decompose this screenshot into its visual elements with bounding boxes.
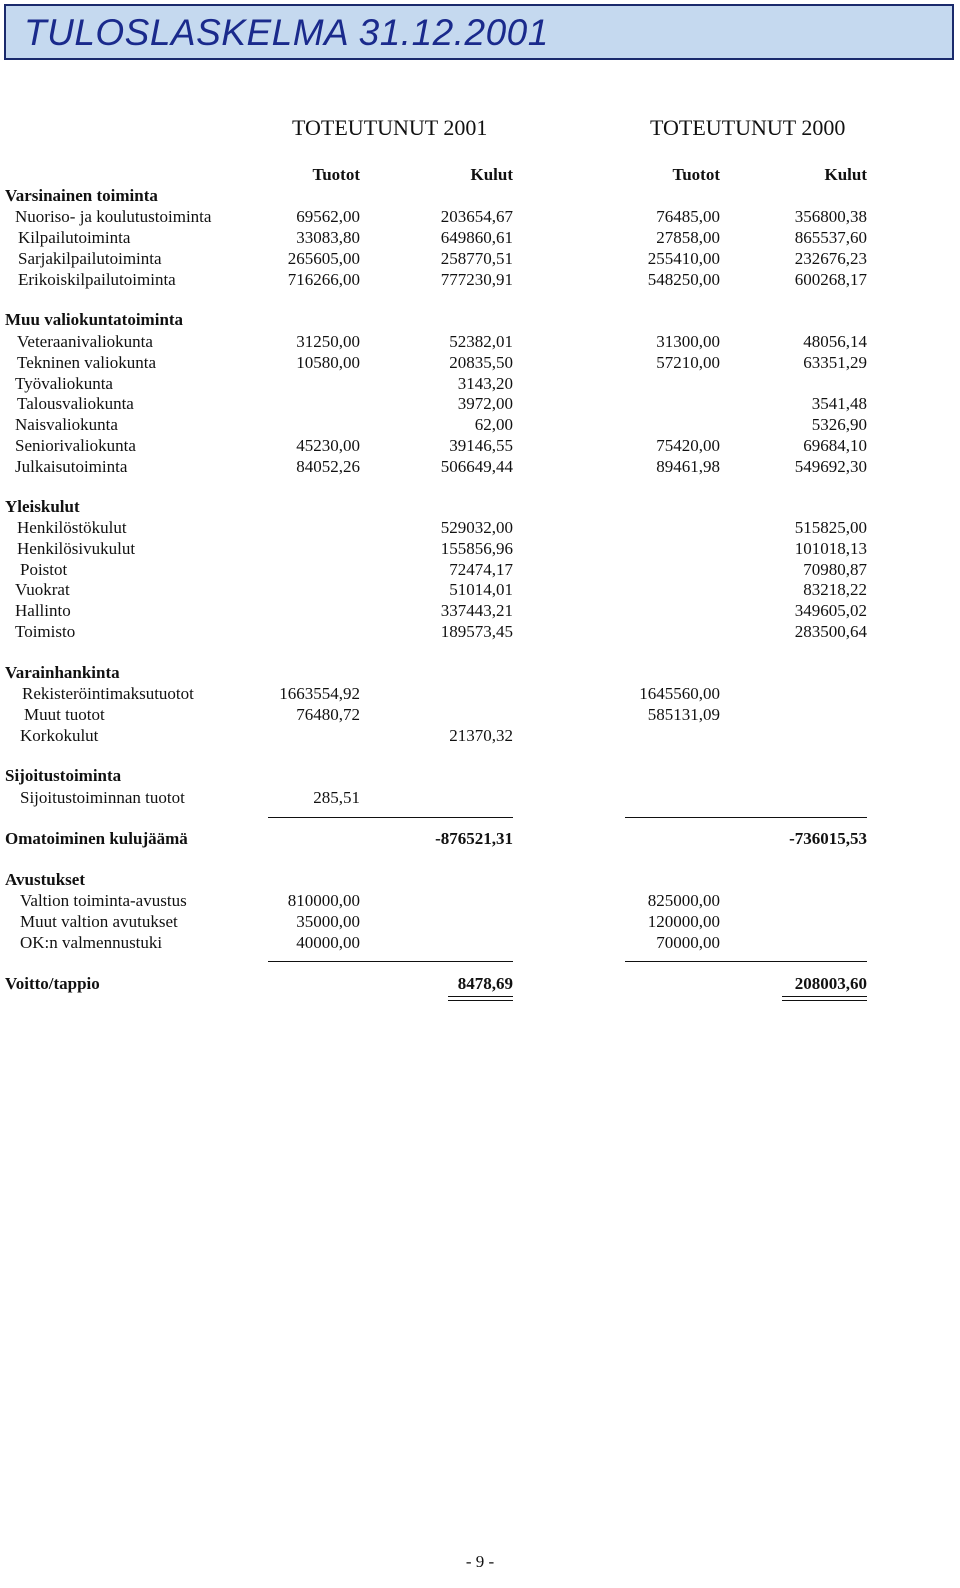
- subtotal-rule-2000: [625, 961, 867, 962]
- expenses-2001: 39146,55: [449, 436, 513, 455]
- page-number: - 9 -: [465, 1552, 495, 1571]
- income-2000: 57210,00: [656, 353, 720, 372]
- income-2001: 76480,72: [296, 705, 360, 724]
- section-varainhankinta: Varainhankinta: [5, 663, 120, 682]
- expenses-2000: 70980,87: [803, 560, 867, 579]
- expenses-2001: 155856,96: [440, 539, 513, 558]
- income-2000: 75420,00: [656, 436, 720, 455]
- row-label: Omatoiminen kulujäämä: [5, 829, 188, 848]
- income-2000: 825000,00: [647, 891, 720, 910]
- expenses-2000: 63351,29: [803, 353, 867, 372]
- total-row: [0, 829, 960, 850]
- table-row: [0, 270, 960, 291]
- section-sijoitus: Sijoitustoiminta: [5, 766, 122, 785]
- income-2001: 45230,00: [296, 436, 360, 455]
- table-row: [0, 726, 960, 747]
- expenses-2001: 189573,45: [440, 622, 513, 641]
- expenses-2001: 777230,91: [440, 270, 513, 289]
- row-label: Talousvaliokunta: [17, 394, 134, 413]
- voitto-2001: 8478,69: [457, 974, 513, 993]
- table-row: [0, 684, 960, 705]
- expenses-2001: 529032,00: [440, 518, 513, 537]
- row-label: Julkaisutoiminta: [15, 457, 128, 476]
- table-row: [0, 788, 960, 809]
- table-row: [0, 580, 960, 601]
- table-row: [0, 705, 960, 726]
- expenses-2001: 52382,01: [449, 332, 513, 351]
- expenses-2000: 5326,90: [811, 415, 867, 434]
- row-label: Voitto/tappio: [5, 974, 100, 993]
- row-label: Henkilöstökulut: [17, 518, 127, 537]
- row-label: Poistot: [20, 560, 68, 579]
- expenses-2001: 203654,67: [440, 207, 513, 226]
- column-group-2001: TOTEUTUNUT 2001: [292, 115, 488, 140]
- expenses-2001: 3143,20: [457, 374, 513, 393]
- expenses-2001: 258770,51: [440, 249, 513, 268]
- income-2001: 40000,00: [296, 933, 360, 952]
- expenses-2001: 506649,44: [440, 457, 513, 476]
- table-row: [0, 415, 960, 436]
- row-label: Sijoitustoiminnan tuotot: [20, 788, 185, 807]
- table-row: [0, 457, 960, 478]
- table-row: [0, 518, 960, 539]
- double-underline-2000: [782, 996, 867, 1001]
- table-row: [0, 394, 960, 415]
- row-label: Seniorivaliokunta: [15, 436, 136, 455]
- row-label: Naisvaliokunta: [15, 415, 118, 434]
- subtotal-rule-2000: [625, 817, 867, 818]
- expenses-2000: 69684,10: [803, 436, 867, 455]
- row-label: Sarjakilpailutoiminta: [18, 249, 162, 268]
- row-label: Korkokulut: [20, 726, 99, 745]
- voitto-2000: 208003,60: [794, 974, 867, 993]
- subtotal-rule-2001: [268, 817, 513, 818]
- row-label: Erikoiskilpailutoiminta: [18, 270, 176, 289]
- table-row: [0, 249, 960, 270]
- income-2000: 585131,09: [647, 705, 720, 724]
- income-2000: 120000,00: [647, 912, 720, 931]
- section-avustukset: Avustukset: [5, 870, 85, 889]
- row-label: Muut valtion avutukset: [20, 912, 178, 931]
- section-varsinainen: Varsinainen toiminta: [5, 186, 158, 205]
- table-row: [0, 436, 960, 457]
- total-row: [0, 974, 960, 995]
- expenses-2000: 549692,30: [794, 457, 867, 476]
- table-row: [0, 207, 960, 228]
- row-label: Henkilösivukulut: [17, 539, 136, 558]
- row-label: Nuoriso- ja koulutustoiminta: [15, 207, 212, 226]
- table-row: [0, 374, 960, 395]
- table-row: [0, 622, 960, 643]
- expenses-2001: 21370,32: [449, 726, 513, 745]
- section-muu: Muu valiokuntatoiminta: [5, 310, 184, 329]
- income-2001: 810000,00: [287, 891, 360, 910]
- row-label: Kilpailutoiminta: [18, 228, 131, 247]
- expenses-2000: 3541,48: [811, 394, 867, 413]
- row-label: Veteraanivaliokunta: [17, 332, 153, 351]
- expenses-2000: 232676,23: [794, 249, 867, 268]
- income-2000: 70000,00: [656, 933, 720, 952]
- column-group-2000: TOTEUTUNUT 2000: [650, 115, 846, 140]
- row-label: OK:n valmennustuki: [20, 933, 163, 952]
- income-2001: 33083,80: [296, 228, 360, 247]
- row-label: Tekninen valiokunta: [17, 353, 157, 372]
- double-underline-2001: [448, 996, 513, 1001]
- expenses-2000: 349605,02: [794, 601, 867, 620]
- expenses-2000: 515825,00: [794, 518, 867, 537]
- expenses-2000: 865537,60: [794, 228, 867, 247]
- section-yleiskulut: Yleiskulut: [5, 497, 80, 516]
- row-label: Valtion toiminta-avustus: [20, 891, 187, 910]
- income-2001: 1663554,92: [279, 684, 360, 703]
- income-2001: 10580,00: [296, 353, 360, 372]
- expenses-2001: 337443,21: [440, 601, 513, 620]
- income-2001: 31250,00: [296, 332, 360, 351]
- income-2000: 27858,00: [656, 228, 720, 247]
- header-income-2000: Tuotot: [672, 165, 720, 184]
- row-label: Rekisteröintimaksutuotot: [22, 684, 194, 703]
- expenses-2001: 62,00: [474, 415, 513, 434]
- page-title: TULOSLASKELMA 31.12.2001: [24, 12, 549, 53]
- expenses-2001: 649860,61: [440, 228, 513, 247]
- expenses-2001: 51014,01: [449, 580, 513, 599]
- row-label: Hallinto: [15, 601, 71, 620]
- income-2000: 548250,00: [647, 270, 720, 289]
- income-2000: 31300,00: [656, 332, 720, 351]
- income-2001: 69562,00: [296, 207, 360, 226]
- row-label: Työvaliokunta: [15, 374, 113, 393]
- row-label: Muut tuotot: [24, 705, 105, 724]
- income-2000: 1645560,00: [639, 684, 720, 703]
- header-expenses-2000: Kulut: [824, 165, 867, 184]
- table-row: [0, 332, 960, 353]
- income-2000: 76485,00: [656, 207, 720, 226]
- expenses-2001: 3972,00: [457, 394, 513, 413]
- income-2001: 35000,00: [296, 912, 360, 931]
- header-expenses-2001: Kulut: [470, 165, 513, 184]
- title-banner: [4, 4, 954, 60]
- income-2001: 285,51: [313, 788, 360, 807]
- table-row: [0, 891, 960, 912]
- expenses-2000: 356800,38: [794, 207, 867, 226]
- expenses-2001: 20835,50: [449, 353, 513, 372]
- table-row: [0, 353, 960, 374]
- income-2000: 255410,00: [647, 249, 720, 268]
- expenses-2000: 83218,22: [803, 580, 867, 599]
- income-2001: 265605,00: [287, 249, 360, 268]
- row-label: Vuokrat: [15, 580, 70, 599]
- table-row: [0, 933, 960, 954]
- expenses-2000: 600268,17: [794, 270, 867, 289]
- table-row: [0, 601, 960, 622]
- expenses-2000: 101018,13: [794, 539, 867, 558]
- subtotal-rule-2001: [268, 961, 513, 962]
- table-row: [0, 560, 960, 581]
- table-row: [0, 228, 960, 249]
- table-row: [0, 912, 960, 933]
- income-2001: 716266,00: [287, 270, 360, 289]
- expenses-2000: 283500,64: [794, 622, 867, 641]
- omatoiminen-2000: -736015,53: [789, 829, 867, 848]
- header-income-2001: Tuotot: [312, 165, 360, 184]
- table-row: [0, 539, 960, 560]
- row-label: Toimisto: [15, 622, 76, 641]
- expenses-2001: 72474,17: [449, 560, 513, 579]
- expenses-2000: 48056,14: [803, 332, 867, 351]
- omatoiminen-2001: -876521,31: [435, 829, 513, 848]
- income-2001: 84052,26: [296, 457, 360, 476]
- income-2000: 89461,98: [656, 457, 720, 476]
